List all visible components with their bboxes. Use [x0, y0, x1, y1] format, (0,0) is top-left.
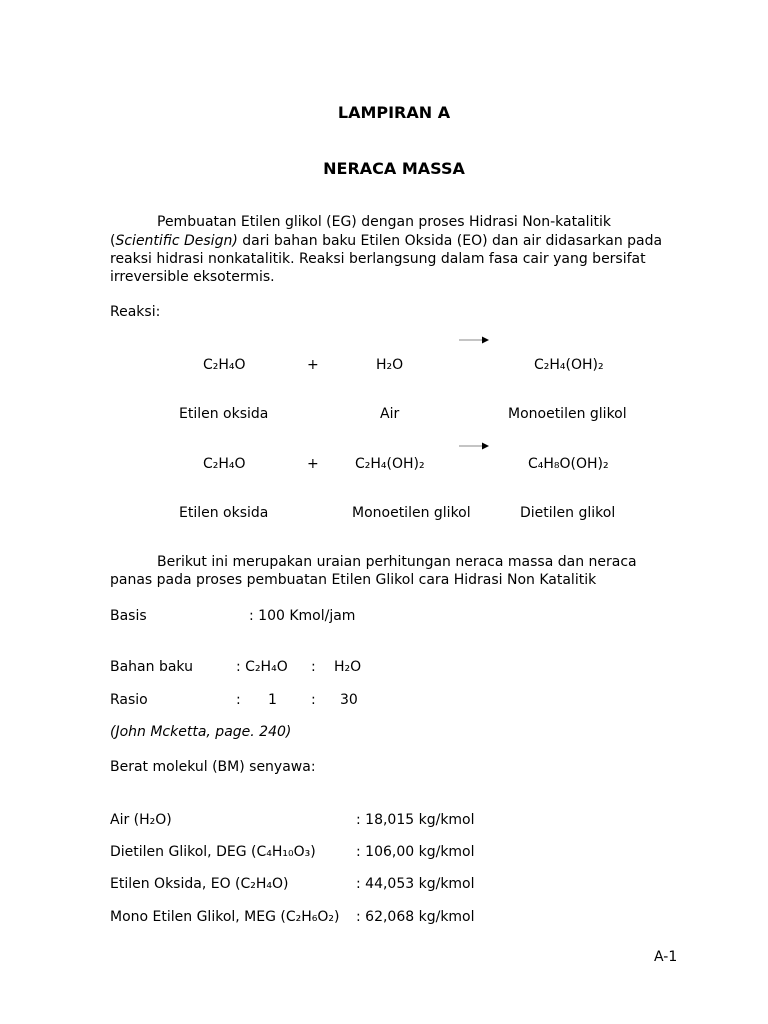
intro-line-1: Pembuatan Etilen glikol (EG) dengan proses Hidrasi Non-katalitik [157, 214, 611, 230]
ratio-second: 30 [340, 692, 358, 708]
reaction-arrow-icon [458, 442, 490, 450]
mw-item-value: : 62,068 kg/kmol [356, 909, 475, 925]
intro-line-2 [110, 232, 662, 250]
basis-label: Basis [110, 608, 147, 624]
intro-line-2-italic: Scientific Design) [115, 233, 238, 249]
reaction-arrow-icon [458, 336, 490, 344]
reference-citation: (John Mcketta, page. 240) [110, 724, 292, 740]
page-subtitle: NERACA MASSA [323, 159, 465, 178]
page-title: LAMPIRAN A [337, 103, 451, 122]
intro-line-4: irreversible eksotermis. [110, 269, 275, 285]
reaction-2-plus: + [307, 456, 319, 472]
intro-line-3: reaksi hidrasi nonkatalitik. Reaksi berlangsung dalam fasa cair yang bersifat [110, 251, 646, 267]
raw-material-second: H₂O [334, 659, 362, 675]
ratio-first: 1 [268, 692, 277, 708]
calculation-intro-line-1: Berikut ini merupakan uraian perhitungan neraca massa dan neraca [157, 554, 637, 570]
mw-item-name: Dietilen Glikol, DEG (C₄H₁₀O₃) [110, 844, 316, 860]
ratio-separator-1: : [236, 692, 241, 708]
page-number: A-1 [654, 949, 678, 965]
mw-item-name: Air (H₂O) [110, 812, 172, 828]
calculation-intro-line-2: panas pada proses pembuatan Etilen Glikol cara Hidrasi Non Katalitik [110, 572, 597, 588]
reaction-1-reactant-2-name: Air [380, 406, 400, 422]
intro-line-2-rest: dari bahan baku Etilen Oksida (EO) dan air didasarkan pada [237, 233, 663, 249]
basis-value: : 100 Kmol/jam [249, 608, 356, 624]
raw-material-separator: : [311, 659, 316, 675]
raw-material-first: : C₂H₄O [236, 659, 288, 675]
reaction-2-reactant-1-name: Etilen oksida [179, 505, 269, 521]
reaction-2-product: C₄H₈O(OH)₂ [528, 456, 609, 472]
mw-item-value: : 106,00 kg/kmol [356, 844, 475, 860]
reaction-1-product: C₂H₄(OH)₂ [534, 357, 604, 373]
mw-item-name: Mono Etilen Glikol, MEG (C₂H₆O₂) [110, 909, 340, 925]
mw-item-name: Etilen Oksida, EO (C₂H₄O) [110, 876, 289, 892]
reaction-2-reactant-2: C₂H₄(OH)₂ [355, 456, 425, 472]
raw-material-label: Bahan baku [110, 659, 193, 675]
mw-item-value: : 18,015 kg/kmol [356, 812, 475, 828]
reaction-1-reactant-1-name: Etilen oksida [179, 406, 269, 422]
reaction-1-product-name: Monoetilen glikol [508, 406, 627, 422]
reactions-label: Reaksi: [110, 304, 161, 320]
reaction-1-reactant-1: C₂H₄O [203, 357, 246, 373]
intro-line-2-open: ( [110, 233, 116, 249]
reaction-1-plus: + [307, 357, 319, 373]
reaction-2-reactant-1: C₂H₄O [203, 456, 246, 472]
ratio-separator-2: : [311, 692, 316, 708]
reaction-2-reactant-2-name: Monoetilen glikol [352, 505, 471, 521]
reaction-2-product-name: Dietilen glikol [520, 505, 616, 521]
ratio-label: Rasio [110, 692, 148, 708]
molecular-weight-heading: Berat molekul (BM) senyawa: [110, 759, 316, 775]
reaction-1-reactant-2: H₂O [376, 357, 404, 373]
mw-item-value: : 44,053 kg/kmol [356, 876, 475, 892]
